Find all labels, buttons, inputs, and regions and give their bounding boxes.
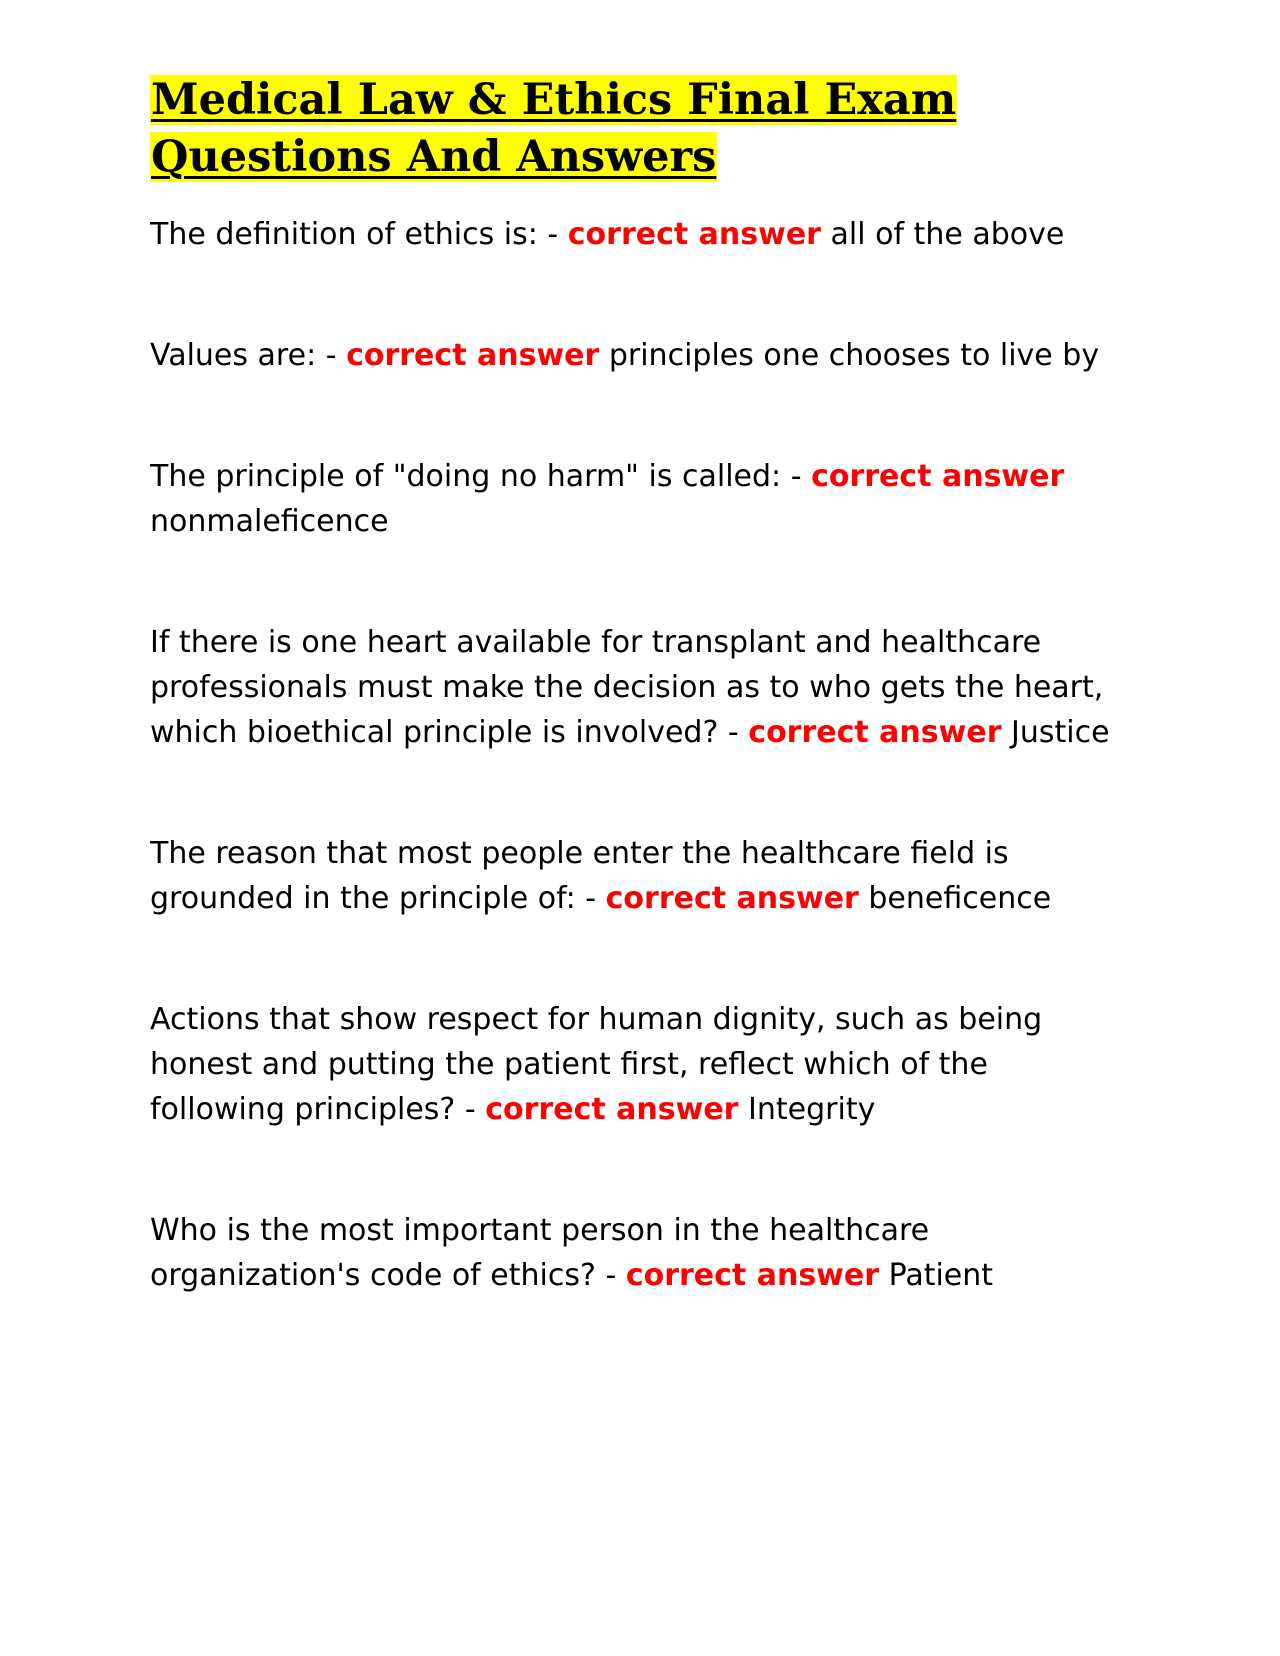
question-text: The principle of "doing no harm" is called: xyxy=(150,459,782,494)
document-title xyxy=(150,72,1130,186)
answer-text: all of the above xyxy=(830,217,1065,252)
question-text: If there is one heart available for transplant and healthcare professionals must make the decision as to who gets the heart, which bioethical principle is involved? xyxy=(150,625,1104,750)
answer-text: principles one chooses to live by xyxy=(608,338,1100,373)
qa-item xyxy=(150,454,1130,544)
question-text: Who is the most important person in the healthcare organization's code of ethics? xyxy=(150,1213,930,1293)
qa-item xyxy=(150,997,1130,1132)
qa-item xyxy=(150,1208,1130,1298)
correct-answer-label: correct answer xyxy=(811,459,1065,494)
correct-answer-label: correct answer xyxy=(625,1258,880,1293)
separator: - xyxy=(595,1258,626,1293)
separator: - xyxy=(718,715,749,750)
question-text: Actions that show respect for human dignity, such as being honest and putting the patient first, reflect which of the following principles? xyxy=(150,1002,1043,1127)
separator: - xyxy=(316,338,347,373)
correct-answer-label: correct answer xyxy=(567,217,821,252)
qa-item xyxy=(150,212,1130,257)
separator: - xyxy=(537,217,568,252)
correct-answer-label: correct answer xyxy=(605,881,859,916)
separator: - xyxy=(455,1092,486,1127)
answer-text: Justice xyxy=(1011,715,1110,750)
qa-item xyxy=(150,333,1130,378)
qa-item xyxy=(150,831,1130,921)
question-text: The definition of ethics is: xyxy=(150,217,538,252)
question-text: The reason that most people enter the healthcare field is grounded in the principle of: xyxy=(150,836,1009,916)
correct-answer-label: correct answer xyxy=(485,1092,739,1127)
separator: - xyxy=(781,459,812,494)
answer-text: Patient xyxy=(888,1258,994,1293)
question-text: Values are: xyxy=(150,338,317,373)
answer-text: beneficence xyxy=(868,881,1052,916)
answer-text: nonmaleficence xyxy=(150,504,389,539)
correct-answer-label: correct answer xyxy=(346,338,600,373)
title-highlight: Medical Law & Ethics Final Exam Questions And Answers xyxy=(151,75,957,182)
qa-item xyxy=(150,620,1130,755)
answer-text: Integrity xyxy=(748,1092,876,1127)
document-content xyxy=(150,72,1130,1374)
separator: - xyxy=(575,881,606,916)
correct-answer-label: correct answer xyxy=(748,715,1002,750)
